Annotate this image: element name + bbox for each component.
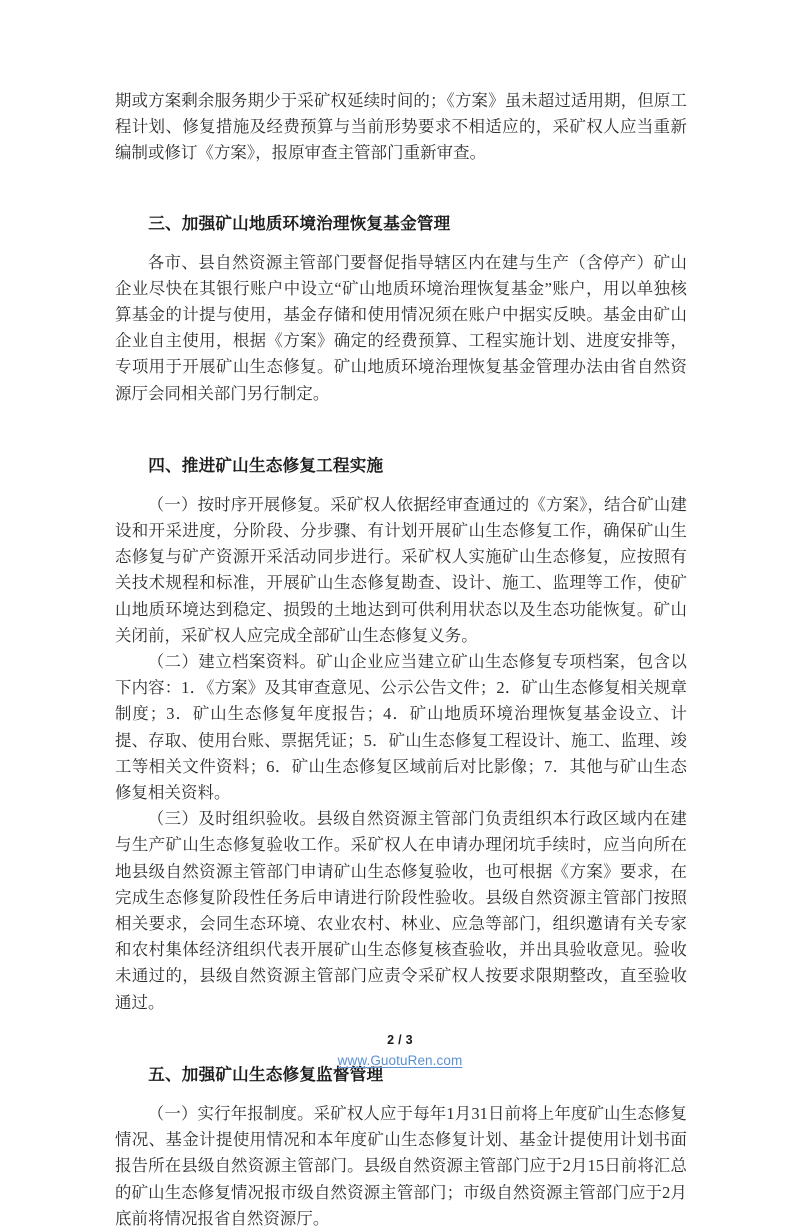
section-5-paragraph-1: （一）实行年报制度。采矿权人应于每年1月31日前将上年度矿山生态修复情况、基金计提使用情况和本年度矿山生态修复计划、基金计提使用计划书面报告所在县级自然资源主管部门。县级自然资源主管部门应于2月15日前将汇总的矿山生态修复情况报市级自然资源主管部门；市级自然资源主管部门应于2月底前将情况报省自然资源厅。 <box>115 1103 687 1228</box>
section-4-paragraph-2: （二）建立档案资料。矿山企业应当建立矿山生态修复专项档案，包含以下内容：1．《方案》及其审查意见、公示公告文件；2．矿山生态修复相关规章制度；3．矿山生态修复年度报告；4．矿山地质环境治理恢复基金设立、计提、存取、使用台账、票据凭证；5．矿山生态修复工程设计、施工、监理、竣工等相关文件资料；6．矿山生态修复区域前后对比影像；7．其他与矿山生态修复相关资料。 <box>115 652 687 803</box>
spacer <box>115 407 687 453</box>
site-url-link[interactable]: www.GuotuRen.com <box>337 1053 463 1068</box>
continuation-paragraph: 期或方案剩余服务期少于采矿权延续时间的；《方案》虽未超过适用期，但原工程计划、修复措施及经费预算与当前形势要求不相适应的，采矿权人应当重新编制或修订《方案》，报原审查主管部门重新审查。 <box>115 91 687 163</box>
section-heading-5: 五、加强矿山生态修复监督管理 <box>148 1064 384 1084</box>
spacer <box>115 479 687 492</box>
spacer <box>115 1088 687 1101</box>
page-footer <box>0 1032 800 1070</box>
section-heading-3: 三、加强矿山地质环境治理恢复基金管理 <box>148 213 451 233</box>
section-3-paragraph-1: 各市、县自然资源主管部门要督促指导辖区内在建与生产（含停产）矿山企业尽快在其银行账户中设立“矿山地质环境治理恢复基金”账户，用以单独核算基金的计提与使用，基金存储和使用情况须在账户中据实反映。基金由矿山企业自主使用，根据《方案》确定的经费预算、工程实施计划、进度安排等，专项用于开展矿山生态修复。矿山地质环境治理恢复基金管理办法由省自然资源厅会同相关部门另行制定。 <box>115 252 687 403</box>
section-4-paragraph-1: （一）按时序开展修复。采矿权人依据经审查通过的《方案》，结合矿山建设和开采进度，分阶段、分步骤、有计划开展矿山生态修复工作，确保矿山生态修复与矿产资源开采活动同步进行。采矿权人实施矿山生态修复，应按照有关技术规程和标准，开展矿山生态修复勘查、设计、施工、监理等工作，使矿山地质环境达到稳定、损毁的土地达到可供利用状态以及生态功能恢复。矿山关闭前，采矿权人应完成全部矿山生态修复义务。 <box>115 494 687 645</box>
section-4-paragraph-3: （三）及时组织验收。县级自然资源主管部门负责组织本行政区域内在建与生产矿山生态修复验收工作。采矿权人在申请办理闭坑手续时，应当向所在地县级自然资源主管部门申请矿山生态修复验收，也可根据《方案》要求，在完成生态修复阶段性任务后申请进行阶段性验收。县级自然资源主管部门按照相关要求，会同生态环境、农业农村、林业、应急等部门，组织邀请有关专家和农村集体经济组织代表开展矿山生态修复核查验收，并出具验收意见。验收未通过的，县级自然资源主管部门应责令采矿权人按要求限期整改，直至验收通过。 <box>115 809 687 1012</box>
section-heading-4: 四、推进矿山生态修复工程实施 <box>148 455 384 475</box>
spacer <box>115 167 687 211</box>
page-number: 2 / 3 <box>387 1033 413 1047</box>
spacer <box>115 237 687 250</box>
